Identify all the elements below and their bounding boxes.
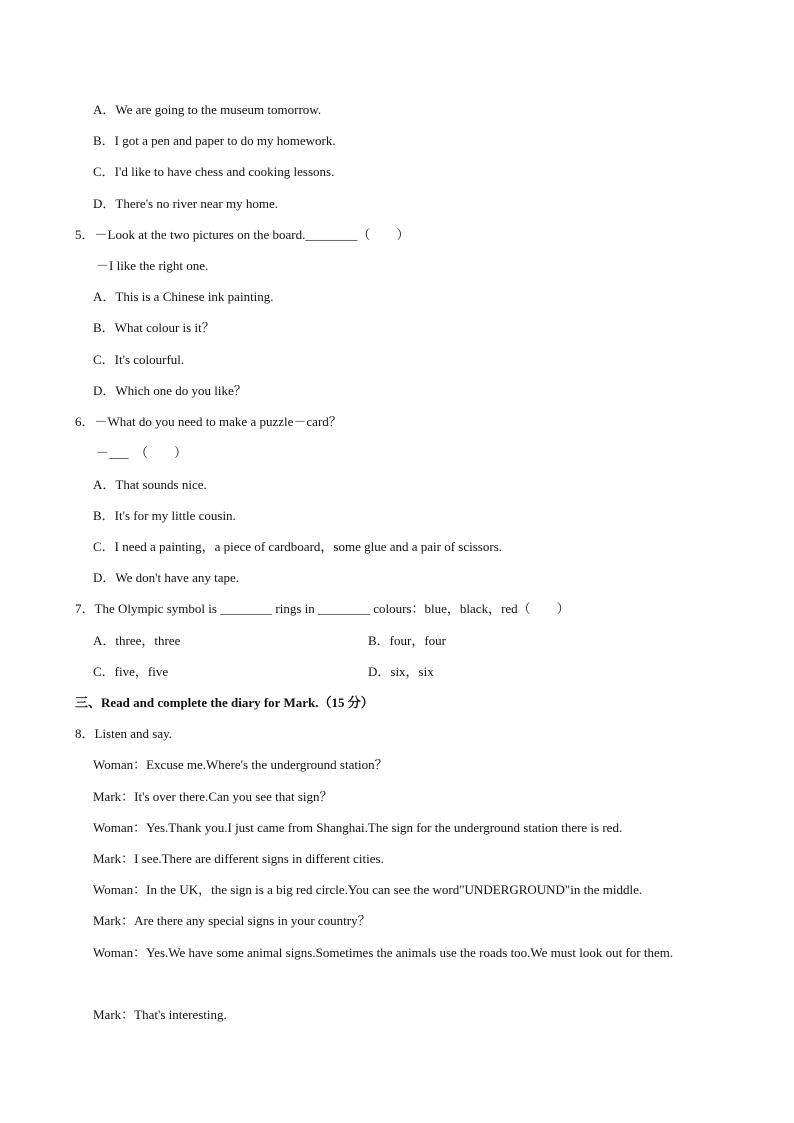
q5-option-d: D．Which one do you like？ xyxy=(93,383,247,398)
q7-option-c: C．five，five xyxy=(93,664,169,679)
q7-option-d: D．six，six xyxy=(368,664,434,679)
q6-reply: －___ （ ） xyxy=(96,445,188,460)
q7-option-b: B．four，four xyxy=(368,633,446,648)
q6-stem: 6．－What do you need to make a puzzle－card？ xyxy=(75,414,342,429)
q4-option-a: A．We are going to the museum tomorrow. xyxy=(93,102,322,117)
q6-option-b: B．It's for my little cousin. xyxy=(93,508,236,523)
q7-option-a: A．three，three xyxy=(93,633,181,648)
q8-stem: 8．Listen and say. xyxy=(75,726,172,741)
q6-option-c: C．I need a painting，a piece of cardboard，some glue and a pair of scissors. xyxy=(93,539,503,554)
q6-option-d: D．We don't have any tape. xyxy=(93,570,240,585)
q5-option-a: A．This is a Chinese ink painting. xyxy=(93,289,274,304)
q5-stem: 5．－Look at the two pictures on the board.________（ ） xyxy=(75,227,410,242)
q5-reply: －I like the right one. xyxy=(96,258,209,273)
q5-option-c: C．It's colourful. xyxy=(93,352,185,367)
dialogue-line: Woman：Yes.Thank you.I just came from Shanghai.The sign for the underground station there is red. xyxy=(93,820,623,835)
section-heading: 三、Read and complete the diary for Mark.（15 分） xyxy=(75,695,374,710)
dialogue-line: Mark：I see.There are different signs in different cities. xyxy=(93,851,384,866)
q4-option-c: C．I'd like to have chess and cooking lessons. xyxy=(93,164,335,179)
dialogue-line: Mark：Are there any special signs in your country？ xyxy=(93,913,371,928)
dialogue-line: Mark：It's over there.Can you see that sign？ xyxy=(93,789,333,804)
q6-option-a: A．That sounds nice. xyxy=(93,477,207,492)
dialogue-line: Woman：In the UK，the sign is a big red circle.You can see the word"UNDERGROUND"in the middle. xyxy=(93,882,643,897)
dialogue-paragraph: Woman：Yes.We have some animal signs.Sometimes the animals use the roads too.We must look out for them. xyxy=(93,945,674,960)
q4-option-d: D．There's no river near my home. xyxy=(93,196,279,211)
dialogue-line: Mark：That's interesting. xyxy=(93,1007,227,1022)
q4-option-b: B．I got a pen and paper to do my homework. xyxy=(93,133,336,148)
q5-option-b: B．What colour is it？ xyxy=(93,320,215,335)
dialogue-line: Woman：Excuse me.Where's the underground station？ xyxy=(93,757,388,772)
q7-stem: 7．The Olympic symbol is ________ rings in ________ colours：blue，black，red（ ） xyxy=(75,601,570,616)
